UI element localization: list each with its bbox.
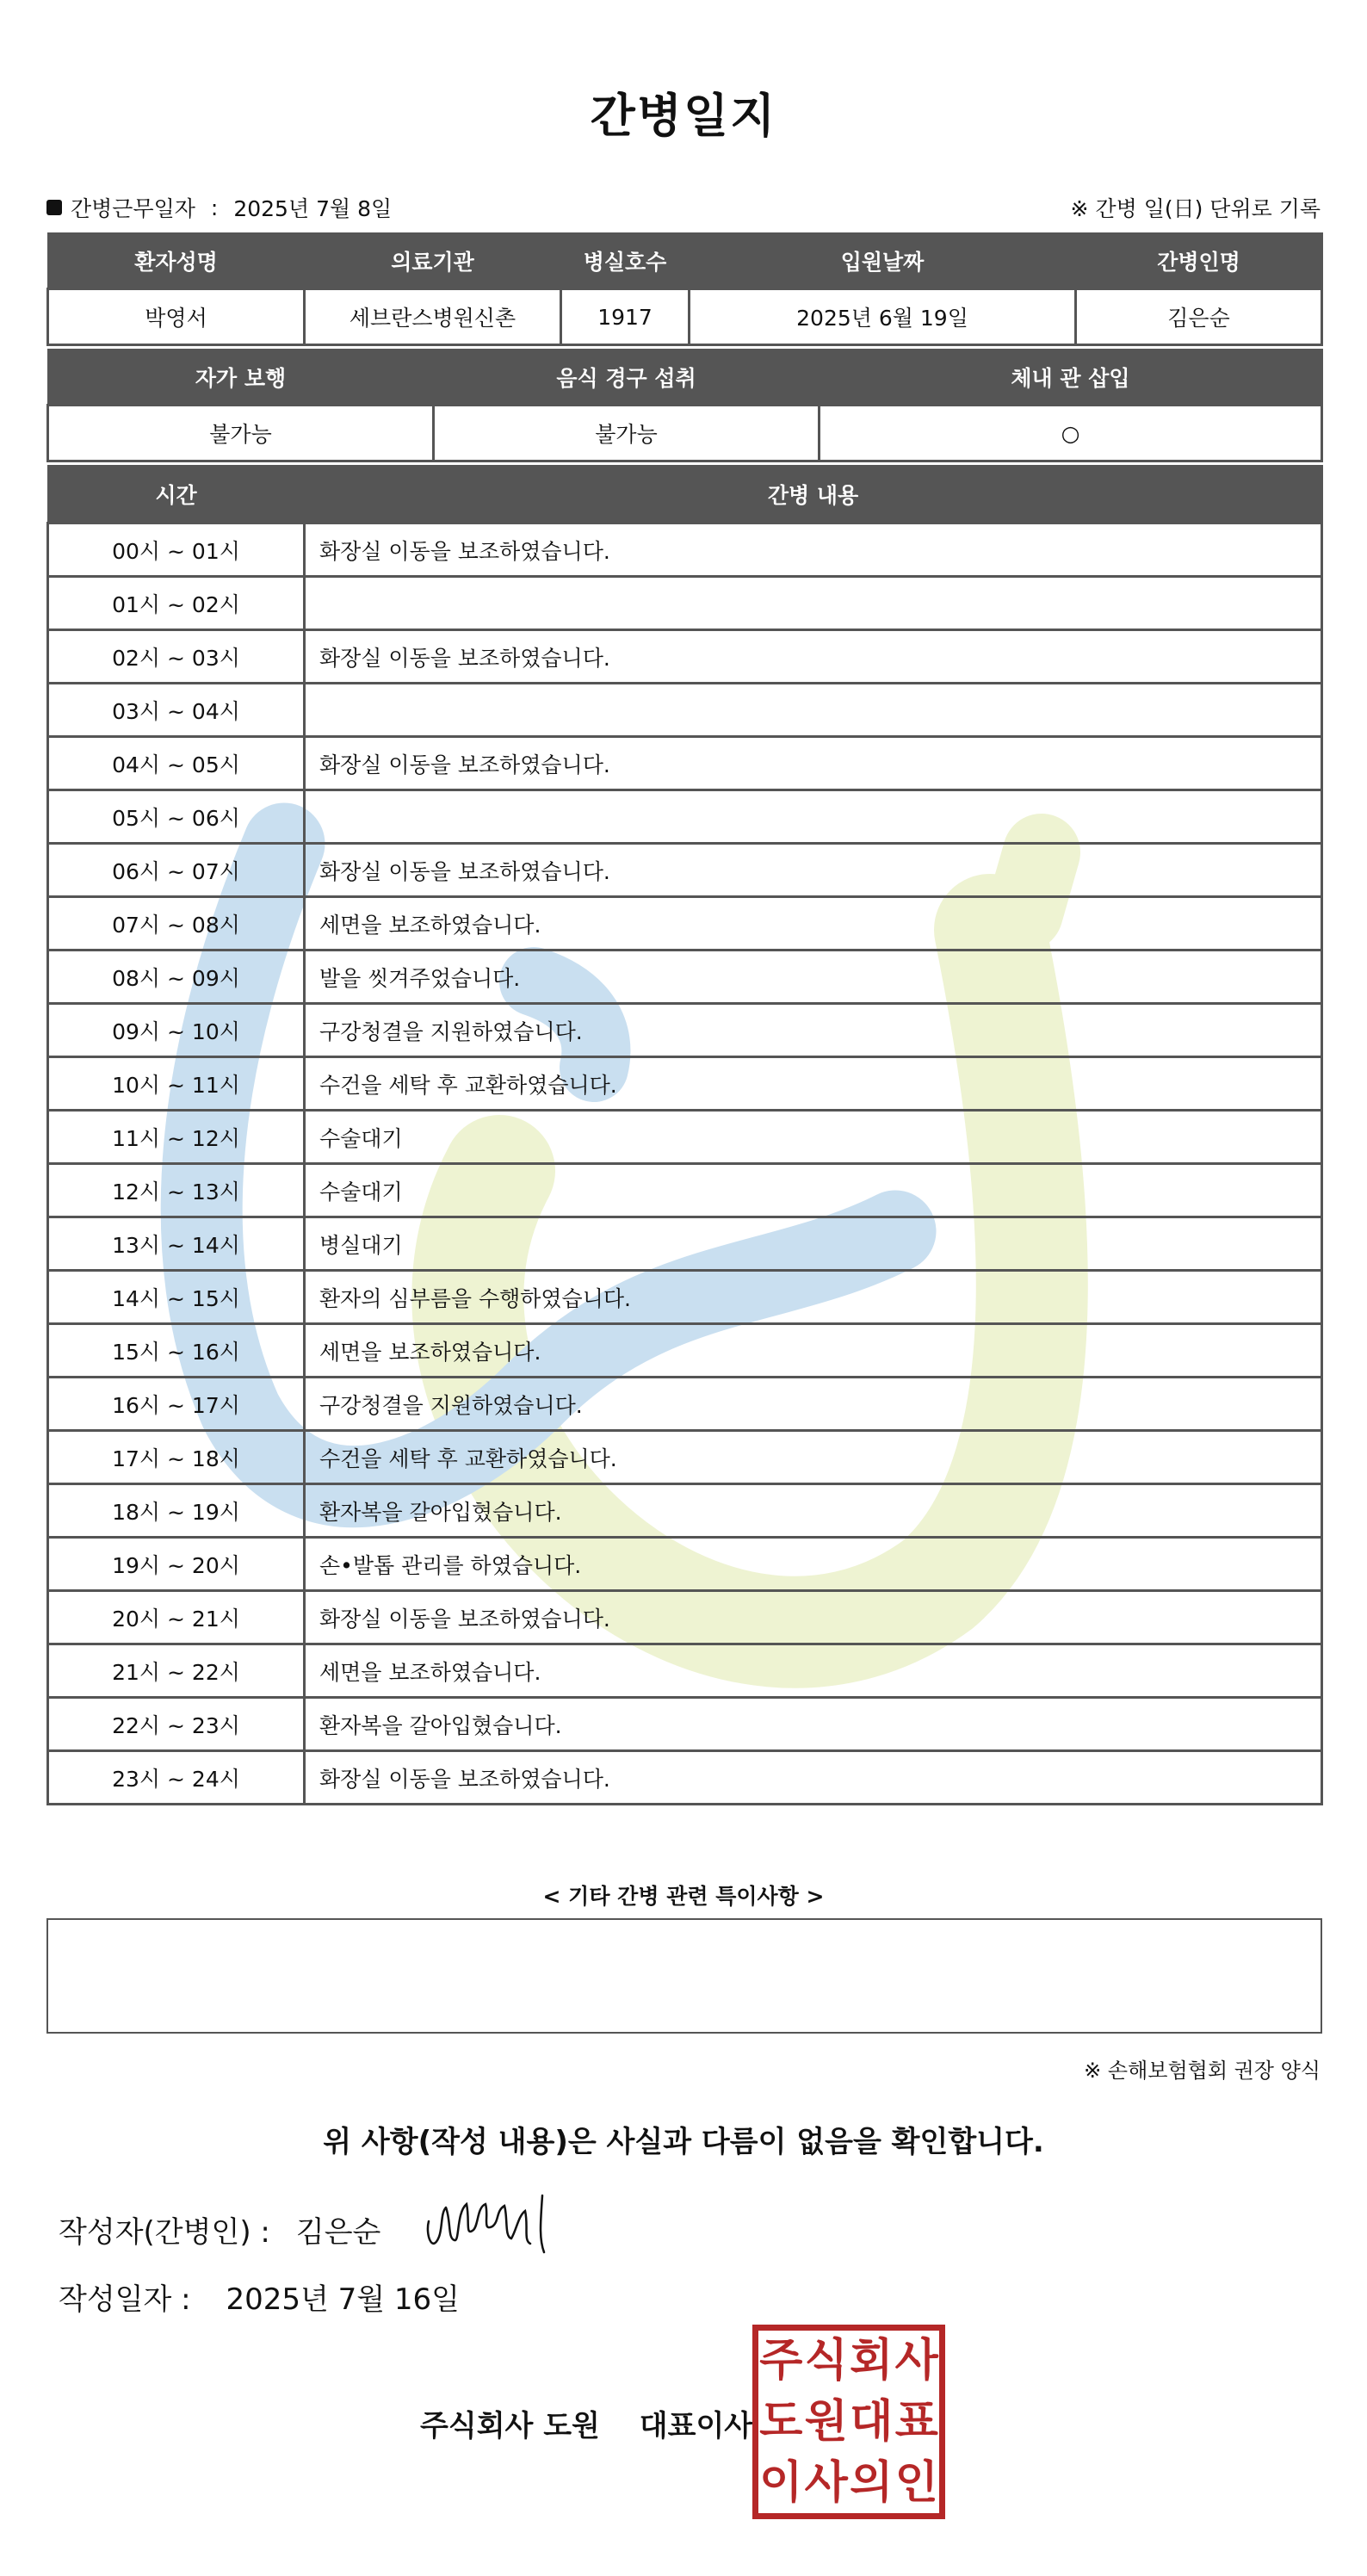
log-time: 09시 ~ 10시: [48, 1004, 305, 1057]
log-content: [305, 790, 1322, 844]
log-time: 12시 ~ 13시: [48, 1164, 305, 1217]
log-time: 14시 ~ 15시: [48, 1271, 305, 1324]
patient-info-table: [46, 232, 1323, 346]
header-hospital: 의료기관: [305, 233, 561, 289]
header-tube-insertion: 체내 관 삽입: [820, 350, 1322, 406]
confirmation-statement: 위 사항(작성 내용)은 사실과 다름이 없음을 확인합니다.: [323, 2125, 1044, 2159]
log-content: 세면을 보조하였습니다.: [305, 1644, 1322, 1698]
seal-char: 이: [759, 2456, 803, 2509]
table-row: [48, 844, 1322, 897]
company-name: 주식회사 도원: [420, 2409, 600, 2443]
table-row: [48, 1644, 1322, 1698]
header-time: 시간: [48, 466, 305, 523]
work-date-row: [46, 192, 392, 223]
self-walking-value: 불가능: [48, 406, 434, 461]
seal-char: 회: [850, 2335, 894, 2387]
header-self-walking: 자가 보행: [48, 350, 434, 406]
table-row: [48, 951, 1322, 1004]
log-time: 11시 ~ 12시: [48, 1111, 305, 1164]
log-time: 17시 ~ 18시: [48, 1431, 305, 1484]
care-log-table: [46, 465, 1323, 1805]
header-room-number: 병실호수: [561, 233, 690, 289]
remarks-box: [46, 1918, 1322, 2034]
table-row: [48, 1484, 1322, 1538]
table-row: [48, 630, 1322, 684]
table-row: [48, 1698, 1322, 1751]
seal-char: 표: [894, 2395, 938, 2448]
work-date-label: 간병근무일자: [71, 196, 195, 221]
log-time: 10시 ~ 11시: [48, 1057, 305, 1111]
log-content: 세면을 보조하였습니다.: [305, 897, 1322, 951]
table-row: [48, 897, 1322, 951]
table-row: [48, 1431, 1322, 1484]
seal-char: 대: [850, 2395, 894, 2448]
company-title: 대표이사: [639, 2409, 753, 2443]
table-row: [48, 1057, 1322, 1111]
header-patient-name: 환자성명: [48, 233, 305, 289]
company-seal: [752, 2325, 945, 2519]
log-content: 화장실 이동을 보조하였습니다.: [305, 1591, 1322, 1644]
log-time: 04시 ~ 05시: [48, 737, 305, 790]
seal-char: 주: [759, 2335, 803, 2387]
table-row: [48, 1271, 1322, 1324]
header-care-content: 간병 내용: [305, 466, 1322, 523]
unit-note: ※ 간병 일(日) 단위로 기록: [1070, 196, 1321, 221]
log-content: 환자의 심부름을 수행하였습니다.: [305, 1271, 1322, 1324]
log-content: 수술대기: [305, 1164, 1322, 1217]
log-content: 수술대기: [305, 1111, 1322, 1164]
log-time: 02시 ~ 03시: [48, 630, 305, 684]
seal-char: 도: [759, 2395, 803, 2448]
tube-insertion-value: ○: [820, 406, 1322, 461]
log-content: 수건을 세탁 후 교환하였습니다.: [305, 1057, 1322, 1111]
table-row: [48, 1324, 1322, 1378]
seal-char: 사: [894, 2335, 938, 2387]
table-row: [48, 577, 1322, 630]
seal-char: 인: [894, 2456, 938, 2509]
log-time: 22시 ~ 23시: [48, 1698, 305, 1751]
bullet-square-icon: [46, 200, 62, 215]
seal-characters: [758, 2331, 939, 2513]
log-time: 03시 ~ 04시: [48, 684, 305, 737]
caregiver-name: 김은순: [1076, 289, 1322, 345]
log-content: 화장실 이동을 보조하였습니다.: [305, 523, 1322, 577]
table-row: [48, 684, 1322, 737]
writer-row: [59, 2208, 380, 2251]
log-content: [305, 577, 1322, 630]
table-row: [48, 1111, 1322, 1164]
table-row: [48, 1751, 1322, 1805]
header-caregiver-name: 간병인명: [1076, 233, 1322, 289]
signature: [422, 2187, 560, 2256]
admission-date: 2025년 6월 19일: [690, 289, 1076, 345]
room-number: 1917: [561, 289, 690, 345]
log-time: 06시 ~ 07시: [48, 844, 305, 897]
log-time: 20시 ~ 21시: [48, 1591, 305, 1644]
seal-char: 식: [804, 2335, 848, 2387]
log-time: 15시 ~ 16시: [48, 1324, 305, 1378]
table-row: [48, 1591, 1322, 1644]
log-content: 구강청결을 지원하였습니다.: [305, 1378, 1322, 1431]
log-time: 13시 ~ 14시: [48, 1217, 305, 1271]
page-title: 간병일지: [590, 89, 777, 143]
table-row: [48, 1004, 1322, 1057]
log-time: 00시 ~ 01시: [48, 523, 305, 577]
seal-char: 원: [804, 2395, 848, 2448]
log-content: 수건을 세탁 후 교환하였습니다.: [305, 1431, 1322, 1484]
log-time: 19시 ~ 20시: [48, 1538, 305, 1591]
table-row: [48, 523, 1322, 577]
log-time: 23시 ~ 24시: [48, 1751, 305, 1805]
patient-name: 박영서: [48, 289, 305, 345]
log-content: 화장실 이동을 보조하였습니다.: [305, 737, 1322, 790]
written-date-label: 작성일자 :: [59, 2282, 191, 2317]
form-note: ※ 손해보험협회 권장 양식: [1084, 2059, 1321, 2083]
oral-intake-value: 불가능: [434, 406, 820, 461]
care-log-rows: [48, 523, 1322, 1805]
table-row: [48, 790, 1322, 844]
log-content: 화장실 이동을 보조하였습니다.: [305, 630, 1322, 684]
log-time: 01시 ~ 02시: [48, 577, 305, 630]
log-content: [305, 684, 1322, 737]
table-row: [48, 1217, 1322, 1271]
log-content: 화장실 이동을 보조하였습니다.: [305, 1751, 1322, 1805]
log-time: 18시 ~ 19시: [48, 1484, 305, 1538]
remarks-title: < 기타 간병 관련 특이사항 >: [542, 1884, 825, 1909]
log-time: 21시 ~ 22시: [48, 1644, 305, 1698]
table-row: [48, 1378, 1322, 1431]
log-time: 05시 ~ 06시: [48, 790, 305, 844]
seal-char: 사: [804, 2456, 848, 2509]
table-row: [48, 1164, 1322, 1217]
log-content: 병실대기: [305, 1217, 1322, 1271]
log-time: 16시 ~ 17시: [48, 1378, 305, 1431]
writer-label: 작성자(간병인) :: [59, 2215, 270, 2250]
header-oral-intake: 음식 경구 섭취: [434, 350, 820, 406]
seal-char: 의: [850, 2456, 894, 2509]
log-content: 환자복을 갈아입혔습니다.: [305, 1484, 1322, 1538]
work-date-value: 2025년 7월 8일: [233, 196, 393, 221]
company-line: [420, 2402, 752, 2444]
log-content: 화장실 이동을 보조하였습니다.: [305, 844, 1322, 897]
work-date-separator: :: [210, 195, 219, 220]
writer-name: 김은순: [295, 2215, 381, 2250]
written-date-value: 2025년 7월 16일: [226, 2282, 461, 2317]
log-time: 08시 ~ 09시: [48, 951, 305, 1004]
table-row: [48, 737, 1322, 790]
header-admission-date: 입원날짜: [690, 233, 1076, 289]
hospital-name: 세브란스병원신촌: [305, 289, 561, 345]
written-date-row: [59, 2276, 460, 2318]
table-row: [48, 1538, 1322, 1591]
patient-status-table: [46, 349, 1323, 462]
log-content: 손•발톱 관리를 하였습니다.: [305, 1538, 1322, 1591]
log-content: 구강청결을 지원하였습니다.: [305, 1004, 1322, 1057]
log-content: 발을 씻겨주었습니다.: [305, 951, 1322, 1004]
log-time: 07시 ~ 08시: [48, 897, 305, 951]
log-content: 환자복을 갈아입혔습니다.: [305, 1698, 1322, 1751]
log-content: 세면을 보조하였습니다.: [305, 1324, 1322, 1378]
